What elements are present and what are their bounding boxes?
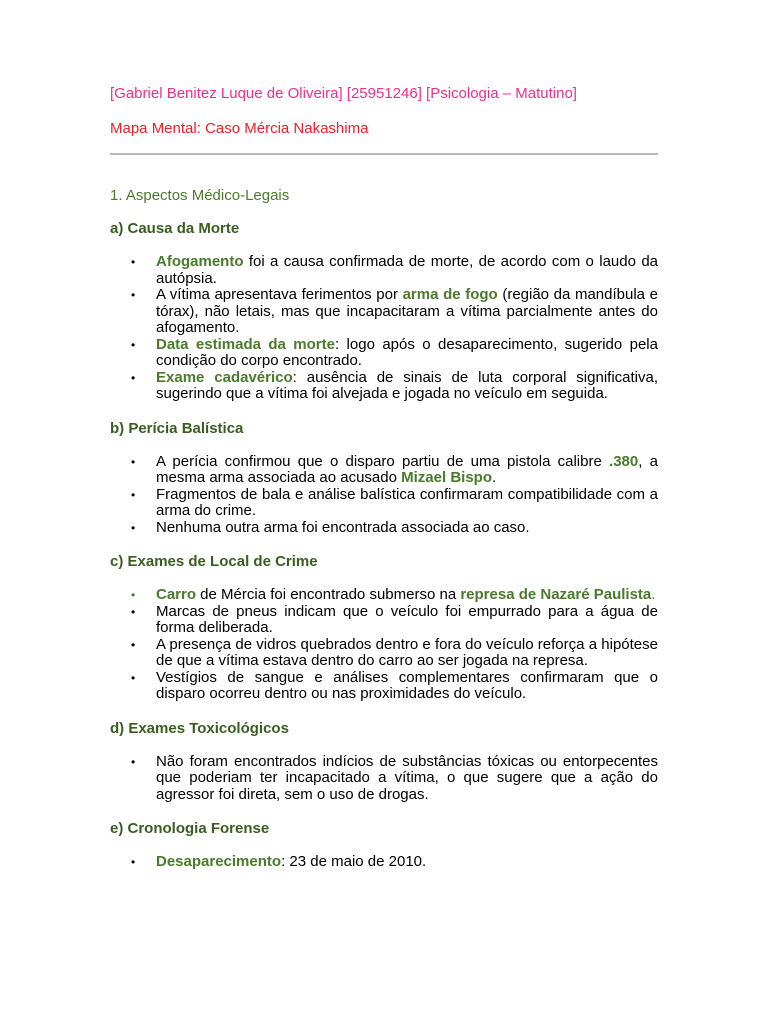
list-item: [110, 520, 658, 537]
item-text: de Mércia foi encontrado submerso na: [196, 586, 461, 603]
list-causa-da-morte: [110, 254, 658, 403]
subsection-title-exames-local-crime: c) Exames de Local de Crime: [110, 553, 318, 570]
bullet-icon: •: [131, 754, 136, 769]
item-text: A vítima apresentava ferimentos por: [156, 286, 403, 303]
bullet-icon: •: [131, 337, 136, 352]
bullet-icon: •: [131, 855, 136, 869]
item-text: Vestígios de sangue e análises complementares confirmaram que o disparo ocorreu dentro ou nas proximidades do veículo.: [156, 668, 658, 702]
list-item: [110, 754, 658, 804]
list-item: [110, 587, 658, 604]
item-text: Fragmentos de bala e análise balística confirmaram compatibilidade com a arma do crime.: [156, 485, 658, 519]
keyword: Desaparecimento: [156, 853, 282, 870]
item-text: .: [492, 469, 497, 486]
mind-map-title: Mapa Mental: Caso Mércia Nakashima: [110, 120, 369, 137]
list-item: [110, 337, 658, 370]
bullet-icon: •: [131, 670, 136, 685]
list-item: [110, 604, 658, 637]
list-item: [110, 670, 658, 703]
keyword: Data estimada da morte: [156, 335, 335, 353]
item-text: : logo após o desaparecimento, sugerido pela condição do corpo encontrado.: [156, 335, 658, 369]
section-content: [110, 220, 658, 871]
item-text: A perícia confirmou que o disparo partiu de uma pistola calibre: [156, 452, 610, 470]
item-text: foi a causa confirmada de morte, de acordo com o laudo da autópsia.: [156, 253, 658, 287]
section-title: 1. Aspectos Médico-Legais: [110, 187, 290, 204]
list-item: [110, 487, 658, 520]
keyword: .380: [609, 452, 639, 470]
bullet-icon: •: [131, 637, 136, 652]
subsection-title-cronologia-forense: e) Cronologia Forense: [110, 820, 270, 837]
subsection-title-exames-toxicologicos: d) Exames Toxicológicos: [110, 719, 289, 737]
list-item: [110, 637, 658, 670]
keyword: Afogamento: [156, 253, 244, 270]
keyword: Exame cadavérico: [156, 368, 293, 386]
horizontal-divider: [110, 153, 658, 155]
item-text: A presença de vidros quebrados dentro e fora do veículo reforça a hipótese de que a vítima estava dentro do carro ao ser jogada na represa.: [156, 635, 658, 669]
bullet-icon: •: [131, 288, 136, 302]
item-text: , a mesma arma associada ao acusado: [156, 452, 658, 486]
list-item: [110, 370, 658, 403]
list-pericia-balistica: [110, 454, 658, 537]
keyword: arma de fogo: [402, 286, 498, 303]
keyword: Carro: [156, 586, 197, 603]
item-text: Nenhuma outra arma foi encontrada associada ao caso.: [156, 518, 530, 536]
list-exames-local-crime: [110, 587, 658, 703]
item-text: : 23 de maio de 2010.: [281, 853, 427, 870]
item-text: Não foram encontrados indícios de substâncias tóxicas ou entorpecentes que poderiam ter incapacitado a vítima, o que sugere que a ação do agressor foi direta, sem o uso de drogas.: [156, 752, 658, 803]
bullet-icon: •: [131, 588, 136, 602]
subsection-title-causa-da-morte: a) Causa da Morte: [110, 220, 240, 237]
list-cronologia-forense: [110, 854, 658, 871]
item-text: Marcas de pneus indicam que o veículo foi empurrado para a água de forma deliberada.: [156, 602, 658, 636]
item-text: : ausência de sinais de luta corporal significativa, sugerindo que a vítima foi alvejada e jogada no veículo em seguida.: [156, 368, 659, 402]
bullet-icon: •: [131, 604, 136, 619]
bullet-icon: •: [131, 370, 136, 385]
list-item: [110, 454, 658, 487]
list-item: [110, 854, 658, 871]
subsection-title-pericia-balistica: b) Perícia Balística: [110, 419, 244, 437]
list-item: [110, 254, 658, 287]
keyword: Mizael Bispo: [401, 469, 492, 486]
keyword: represa de Nazaré Paulista: [460, 586, 652, 603]
item-text: (região da mandíbula e tórax), não letais, mas que incapacitaram a vítima parcialmente antes do afogamento.: [156, 286, 658, 336]
list-item: [110, 287, 658, 337]
item-text: .: [651, 586, 656, 603]
bullet-icon: •: [131, 454, 136, 469]
bullet-icon: •: [131, 487, 136, 502]
bullet-icon: •: [131, 255, 136, 269]
bullet-icon: •: [131, 520, 136, 535]
list-exames-toxicologicos: [110, 754, 658, 804]
student-info-line: [Gabriel Benitez Luque de Oliveira] [25951246] [Psicologia – Matutino]: [110, 85, 577, 102]
